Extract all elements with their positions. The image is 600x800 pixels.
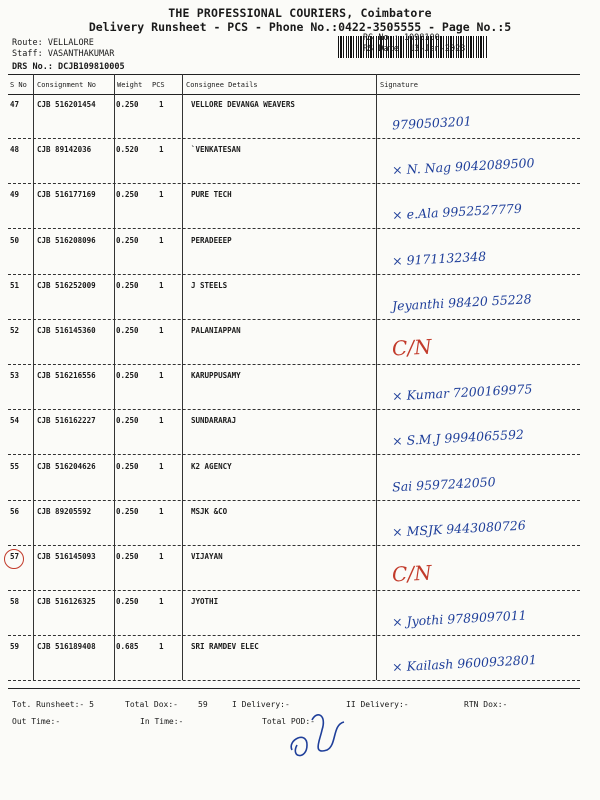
row-separator [8, 319, 580, 320]
total-pod: Total POD:- [262, 717, 315, 726]
row-pcs: 1 [159, 552, 164, 561]
row-consignee: PERADEEEP [191, 235, 232, 245]
handwritten-signature [378, 415, 583, 455]
row-consignment-no: CJB 516145360 [37, 326, 96, 335]
row-consignment-no: CJB 516189408 [37, 642, 96, 652]
row-weight: 0.250 [116, 461, 139, 471]
out-time: Out Time:- [12, 717, 61, 726]
row-pcs: 1 [159, 597, 164, 607]
row-separator [8, 500, 580, 501]
row-sno: 53 [10, 371, 20, 381]
document-title: THE PROFESSIONAL COURIERS, Coimbatore [168, 6, 432, 20]
row-separator [8, 680, 580, 681]
handwritten-signature [378, 144, 583, 184]
row-weight: 0.250 [116, 326, 139, 335]
row-sno: 47 [10, 100, 20, 109]
signature-text: × 9171132348 [391, 248, 487, 269]
signature-text: C/N [391, 560, 433, 587]
row-separator [8, 183, 580, 184]
row-consignee: VELLORE DEVANGA WEAVERS [191, 100, 295, 109]
row-pcs: 1 [159, 100, 164, 109]
col-header-sno: S No [10, 81, 27, 89]
handwritten-signature [378, 280, 583, 320]
row-separator [8, 274, 580, 275]
row-pcs: 1 [159, 326, 164, 335]
row-consignee: SUNDARARAJ [191, 416, 237, 426]
row-weight: 0.250 [116, 416, 139, 426]
col-header-weight: Weight [117, 81, 143, 89]
row-weight: 0.250 [116, 506, 139, 516]
row-separator [8, 454, 580, 455]
table-row [8, 503, 580, 548]
row-pcs: 1 [159, 371, 164, 381]
handwritten-signature [378, 99, 583, 139]
table-row [8, 548, 580, 593]
signature-text: C/N [391, 334, 433, 361]
signature-text: × N. Nag 9042089500 [391, 155, 535, 178]
footer-rule [8, 688, 580, 689]
row-weight: 0.520 [116, 145, 139, 155]
handwritten-signature [378, 370, 583, 410]
row-consignee: KARUPPUSAMY [191, 371, 241, 381]
row-sno: 54 [10, 416, 20, 426]
row-pcs: 1 [159, 235, 164, 245]
row-consignment-no: CJB 516145093 [37, 552, 96, 561]
row-sno: 56 [10, 506, 20, 516]
row-weight: 0.250 [116, 371, 139, 381]
ii-delivery: II Delivery:- [346, 700, 409, 709]
red-circle-mark [4, 549, 24, 569]
row-consignee: MSJK &CO [191, 506, 228, 516]
row-consignee: JYOTHI [191, 597, 219, 607]
row-consignee: SRI RAMDEV ELEC [191, 642, 259, 652]
handwritten-signature [378, 641, 583, 681]
row-sno: 48 [10, 145, 20, 155]
signature-text: × S.M.J 9994065592 [391, 427, 525, 449]
row-pcs: 1 [159, 190, 164, 200]
drs-number: DRS No.: DCJB109810005 [12, 62, 125, 72]
row-consignment-no: CJB 516204626 [37, 461, 96, 471]
row-pcs: 1 [159, 280, 164, 290]
row-consignment-no: CJB 89142036 [37, 145, 92, 155]
table-row [8, 593, 580, 638]
rs-date: RS Date: 13-Jan-2023 [363, 44, 466, 54]
row-separator [8, 590, 580, 591]
row-pcs: 1 [159, 416, 164, 426]
row-sno: 51 [10, 280, 20, 290]
row-sno: 52 [10, 326, 20, 335]
signature-text: × e.Ala 9952527779 [391, 201, 523, 223]
row-pcs: 1 [159, 145, 164, 155]
row-weight: 0.250 [116, 100, 139, 109]
col-header-pcs: PCS [152, 81, 165, 89]
table-row [8, 186, 580, 231]
row-consignee: PURE TECH [191, 190, 232, 200]
handwritten-signature [378, 596, 583, 636]
row-weight: 0.250 [116, 597, 139, 607]
row-sno: 58 [10, 597, 20, 607]
row-separator [8, 409, 580, 410]
handwritten-signature [378, 506, 583, 546]
tot-runsheet: Tot. Runsheet:- 5 [12, 700, 94, 709]
in-time: In Time:- [140, 717, 184, 726]
table-row [8, 141, 580, 186]
row-weight: 0.250 [116, 235, 139, 245]
signature-text: × Jyothi 9789097011 [391, 607, 528, 630]
row-consignment-no: CJB 516252009 [37, 280, 96, 290]
staff-signature-scrawl [282, 700, 352, 770]
i-delivery: I Delivery:- [232, 700, 290, 709]
row-sno: 55 [10, 461, 20, 471]
row-separator [8, 228, 580, 229]
row-consignment-no: CJB 516126325 [37, 597, 96, 607]
row-consignment-no: CJB 516177169 [37, 190, 96, 200]
rtn-dox: RTN Dox:- [464, 700, 508, 709]
table-row [8, 96, 580, 141]
table-row [8, 412, 580, 457]
col-header-signature: Signature [380, 81, 418, 89]
row-consignee: VIJAYAN [191, 552, 223, 561]
row-sno: 59 [10, 642, 20, 652]
row-consignee: J STEELS [191, 280, 228, 290]
row-weight: 0.250 [116, 552, 139, 561]
handwritten-signature [378, 189, 583, 229]
row-consignee: K2 AGENCY [191, 461, 232, 471]
row-consignee: `VENKATESAN [191, 145, 241, 155]
signature-text: Sai 9597242050 [391, 473, 496, 495]
signature-text: × Kumar 7200169975 [391, 381, 533, 404]
rs-number: RS No.: 1098100 [363, 33, 440, 43]
table-header-rule [8, 94, 580, 95]
table-row [8, 458, 580, 503]
row-consignment-no: CJB 89205592 [37, 506, 92, 516]
table-row [8, 638, 580, 683]
table-row [8, 322, 580, 367]
signature-text: 9790503201 [391, 113, 473, 133]
row-consignment-no: CJB 516201454 [37, 100, 96, 109]
handwritten-signature [378, 551, 583, 591]
document-subtitle: Delivery Runsheet - PCS - Phone No.:0422-3505555 - Page No.:5 [88, 20, 512, 34]
handwritten-signature [378, 235, 583, 275]
row-weight: 0.685 [116, 642, 139, 652]
table-row [8, 232, 580, 277]
total-dox-label: Total Dox:- [125, 700, 178, 709]
row-consignment-no: CJB 516216556 [37, 371, 96, 381]
row-pcs: 1 [159, 642, 164, 652]
row-weight: 0.250 [116, 190, 139, 200]
route-label: Route: VELLALORE [12, 38, 94, 48]
row-separator [8, 138, 580, 139]
staff-label: Staff: VASANTHAKUMAR [12, 49, 115, 59]
total-dox-value: 59 [198, 700, 208, 709]
signature-text: × MSJK 9443080726 [391, 517, 527, 540]
signature-text: × Kailash 9600932801 [391, 652, 538, 675]
row-pcs: 1 [159, 506, 164, 516]
signature-text: Jeyanthi 98420 55228 [391, 291, 532, 314]
row-consignment-no: CJB 516162227 [37, 416, 96, 426]
row-separator [8, 545, 580, 546]
table-row [8, 277, 580, 322]
row-consignee: PALANIAPPAN [191, 326, 241, 335]
table-row [8, 367, 580, 412]
handwritten-signature [378, 461, 583, 501]
row-consignment-no: CJB 516208096 [37, 235, 96, 245]
handwritten-signature [378, 325, 583, 365]
row-pcs: 1 [159, 461, 164, 471]
table-top-rule [8, 74, 580, 75]
col-header-consignment: Consignment No [37, 81, 97, 89]
row-sno: 50 [10, 235, 20, 245]
row-sno: 49 [10, 190, 20, 200]
row-separator [8, 364, 580, 365]
row-separator [8, 635, 580, 636]
row-weight: 0.250 [116, 280, 139, 290]
row-sno: 57 [10, 552, 20, 561]
col-header-consignee: Consignee Details [186, 81, 258, 89]
